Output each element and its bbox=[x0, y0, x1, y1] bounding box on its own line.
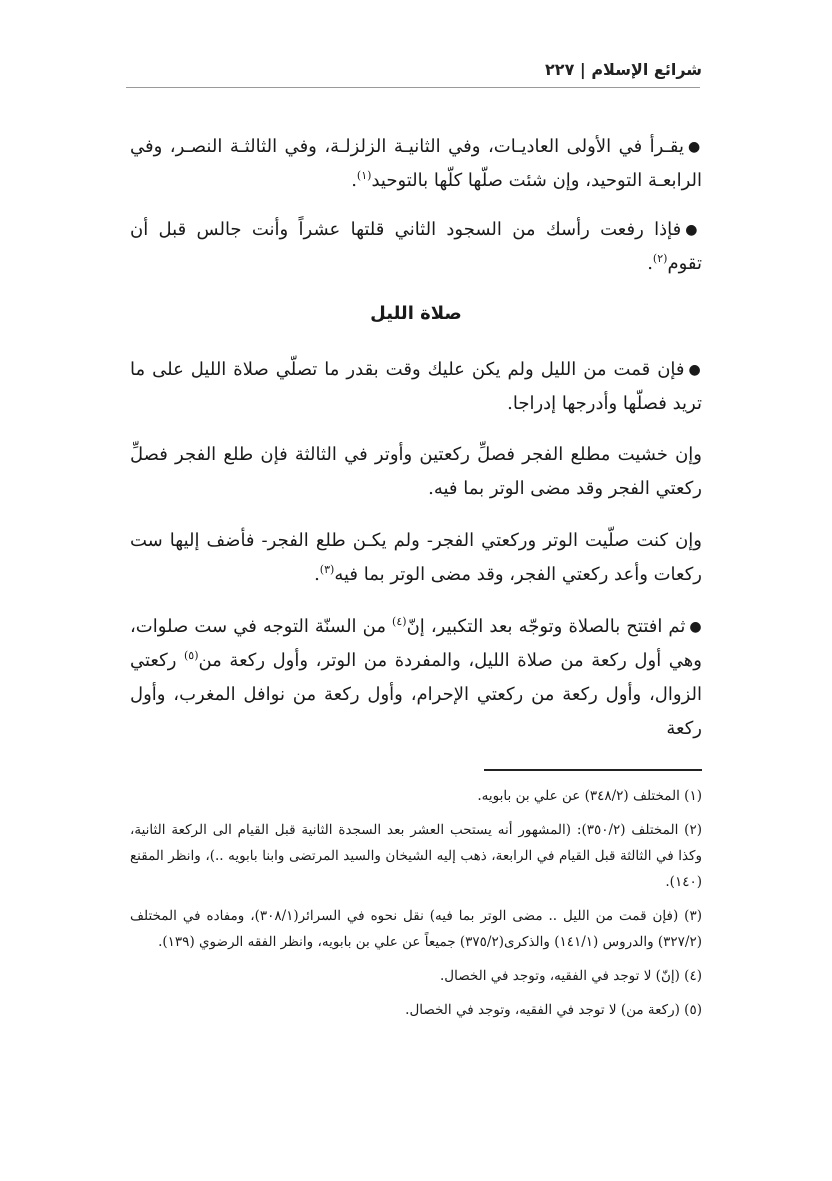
header-divider bbox=[126, 87, 700, 88]
footnotes bbox=[130, 783, 702, 1031]
footnote-ref-2[interactable]: (٢) bbox=[652, 252, 668, 265]
paragraph-1: ●يقـرأ في الأولى العاديـات، وفي الثانيـة الزلزلـة، وفي الثالثـة النصـر، وفي الرابعـة التوحيد، وإن شئت صلّها كلّها بالتوحيد$^{(١)}$. bbox=[130, 136, 702, 191]
footnote-ref-5[interactable]: (٥) bbox=[183, 649, 199, 662]
paragraph-3: ●فإن قمت من الليل ولم يكن عليك وقت بقدر ما تصلّي صلاة الليل على ما تريد فصلّها وأدرجها إدراجا. bbox=[130, 359, 702, 414]
paragraph-4: وإن خشيت مطلع الفجر فصلِّ ركعتين وأوتر في الثالثة فإن طلع الفجر فصلِّ ركعتي الفجر وقد مضى الوتر بما فيه. bbox=[130, 444, 702, 499]
footnote-divider bbox=[484, 769, 702, 771]
bullet-icon: ● bbox=[688, 139, 702, 155]
footnote-1: (١) المختلف (٣٤٨/٢) عن علي بن بابويه. bbox=[477, 788, 702, 804]
footnote-ref-3[interactable]: (٣) bbox=[319, 563, 335, 576]
footnote-3: (٣) (فإن قمت من الليل .. مضى الوتر بما فيه) نقل نحوه في السرائر(٣٠٨/١)، ومفاده في المختلف (٣٢٧/٢) والدروس (١٤١/١) والذكرى(٣٧٥/٢) جميعاً عن علي بن بابويه، وانظر الفقه الرضوي (١٣٩). bbox=[130, 908, 703, 950]
footnote-2: (٢) المختلف (٣٥٠/٢): (المشهور أنه يستحب العشر بعد السجدة الثانية قبل القيام الى الركعة الثانية، وكذا في الثالثة قبل القيام في الرابعة، ذهب إليه الشيخان والسيد المرتضى وابنا بابويه ..)، وانظر المقنع (١٤٠). bbox=[130, 822, 702, 890]
footnote-4: (٤) (إنّ) لا توجد في الفقيه، وتوجد في الخصال. bbox=[440, 968, 702, 984]
section-heading: صلاة الليل bbox=[370, 303, 462, 324]
running-header: شرائع الإسلام | ٢٢٧ bbox=[545, 60, 702, 79]
paragraph-2: ●فإذا رفعت رأسك من السجود الثاني قلتها عشراً وأنت جالس قبل أن تقوم$^{(٢)}$. bbox=[130, 219, 702, 274]
paragraph-5: وإن كنت صلّيت الوتر وركعتي الفجر- ولم يكـن طلع الفجر- فأضف إليها ست ركعات وأعد ركعتي الفجر، وقد مضى الوتر بما فيه$^{(٣)}$. bbox=[130, 530, 702, 585]
bullet-icon: ● bbox=[685, 222, 702, 238]
footnote-5: (٥) (ركعة من) لا توجد في الفقيه، وتوجد في الخصال. bbox=[405, 1002, 702, 1018]
bullet-icon: ● bbox=[689, 619, 702, 635]
footnote-ref-4[interactable]: (٤) bbox=[392, 615, 407, 628]
footnote-ref-1[interactable]: (١) bbox=[356, 169, 372, 182]
bullet-icon: ● bbox=[688, 362, 702, 378]
paragraph-6: ●ثم افتتح بالصلاة وتوجّه بعد التكبير، إنّ$^{(٤)}$ من السنّة التوجه في ست صلوات، وهي أول ركعة من صلاة الليل، والمفردة من الوتر، وأول ركعة من$^{(٥)}$ ركعتي الزوال، وأول ركعة من ركعتي الإحرام، وأول ركعة من نوافل المغرب، وأول ركعة bbox=[130, 615, 702, 739]
